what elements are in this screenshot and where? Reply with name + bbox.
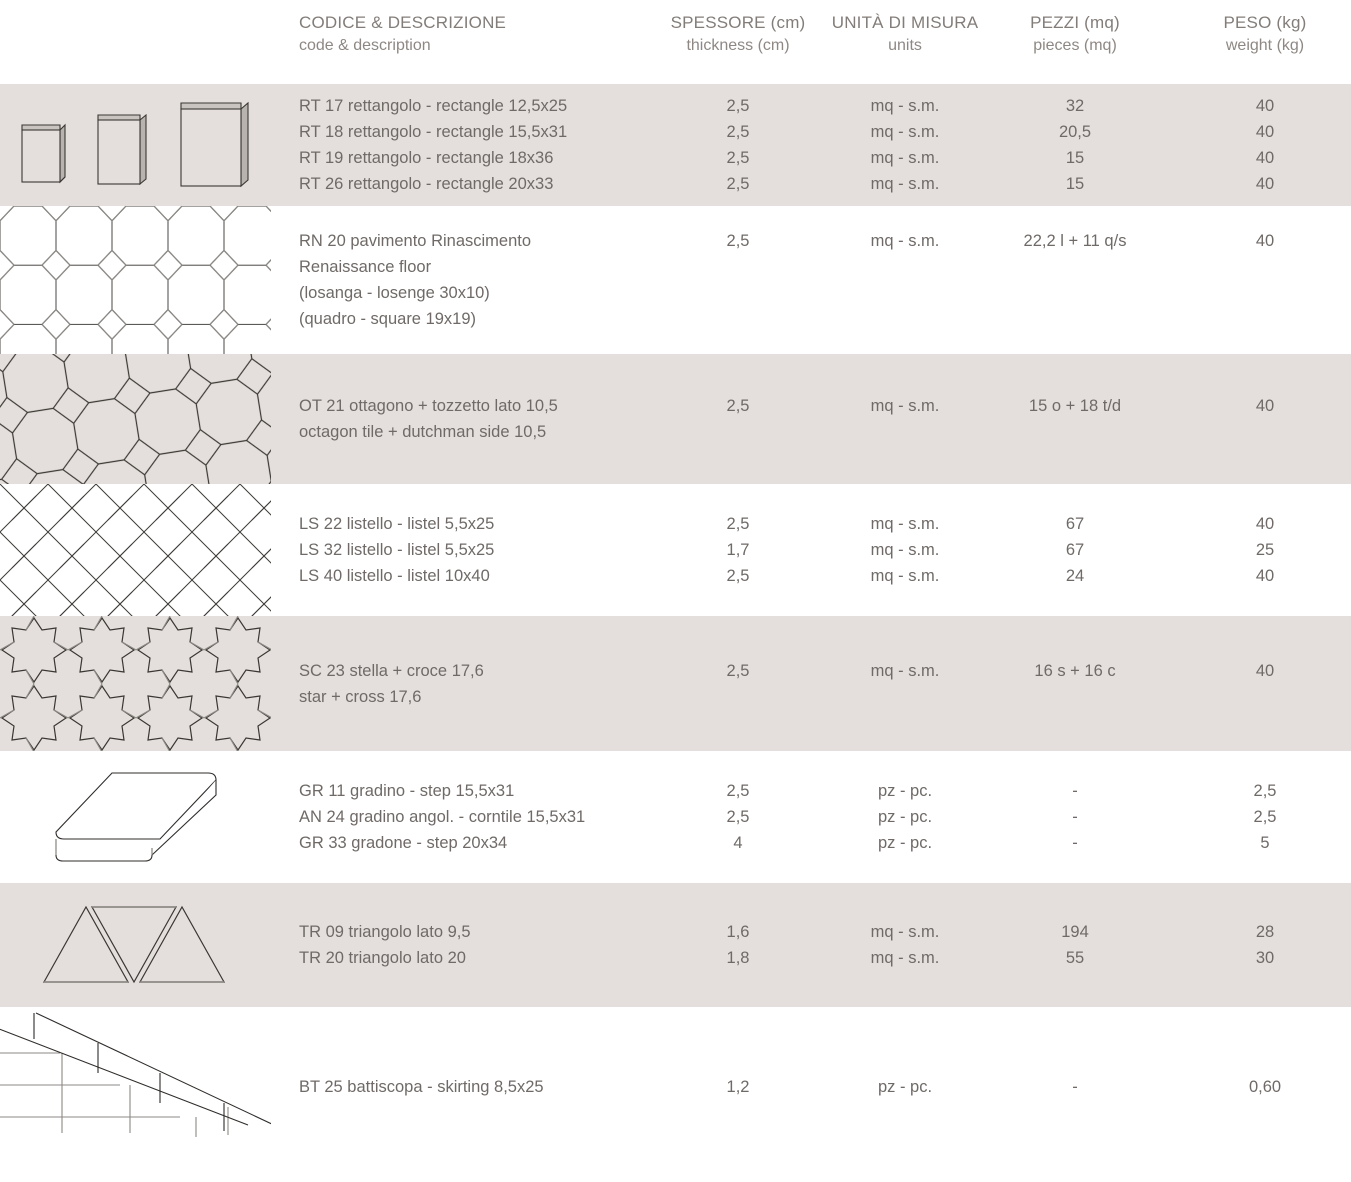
product-description: LS 40 listello - listel 10x40 — [299, 567, 490, 585]
row-text-area — [283, 354, 1351, 484]
product-description — [299, 228, 531, 332]
header-code-main: CODICE & DESCRIZIONE — [299, 13, 507, 32]
header-pieces-main: PEZZI (mq) — [1030, 13, 1120, 32]
weight-value: 25 — [1255, 541, 1275, 559]
pieces-value: 55 — [1065, 949, 1085, 967]
thickness-value: 2,5 — [726, 232, 750, 250]
weight-value: 40 — [1255, 97, 1275, 115]
table-row — [0, 751, 1351, 883]
header-thickness-sub: thickness (cm) — [686, 36, 790, 54]
pieces-value: 67 — [1065, 515, 1085, 533]
weight-value: 30 — [1255, 949, 1275, 967]
product-description: GR 33 gradone - step 20x34 — [299, 834, 508, 852]
thickness-value: 1,8 — [726, 949, 750, 967]
table-row — [0, 354, 1351, 484]
product-description: TR 09 triangolo lato 9,5 — [299, 923, 471, 941]
header-weight — [1175, 12, 1351, 57]
weight-value: 5 — [1260, 834, 1270, 852]
units-value: mq - s.m. — [870, 97, 940, 115]
row-text-area — [283, 206, 1351, 354]
header-weight-main: PESO (kg) — [1223, 13, 1307, 32]
weight-value: 2,5 — [1253, 782, 1277, 800]
product-description — [299, 393, 558, 445]
skirting-stair-illustration — [0, 1007, 271, 1167]
units-value: pz - pc. — [877, 1078, 933, 1096]
pieces-value: 32 — [1065, 97, 1085, 115]
table-header — [0, 0, 1351, 84]
units-value: mq - s.m. — [870, 175, 940, 193]
table-body — [0, 84, 1351, 1167]
thickness-value: 2,5 — [726, 808, 750, 826]
product-description: TR 20 triangolo lato 20 — [299, 949, 466, 967]
description-line: SC 23 stella + croce 17,6 — [299, 662, 484, 680]
star-cross-pattern — [0, 616, 271, 751]
thickness-value: 2,5 — [726, 97, 750, 115]
thickness-value: 2,5 — [726, 515, 750, 533]
pieces-value: 194 — [1061, 923, 1089, 941]
product-description: RT 26 rettangolo - rectangle 20x33 — [299, 175, 554, 193]
thickness-value: 2,5 — [726, 149, 750, 167]
herringbone-listel-pattern — [0, 484, 271, 616]
table-row — [0, 1007, 1351, 1167]
header-units-main: UNITÀ DI MISURA — [831, 13, 979, 32]
renaissance-floor-pattern — [0, 206, 271, 354]
row-text-area — [283, 751, 1351, 883]
row-text-area — [283, 1007, 1351, 1167]
pieces-value: - — [1072, 1078, 1078, 1096]
pieces-value: 20,5 — [1058, 123, 1092, 141]
table-row — [0, 206, 1351, 354]
triangle-tiles-illustration — [0, 883, 271, 1007]
row-text-area — [283, 616, 1351, 751]
header-thickness-main: SPESSORE (cm) — [670, 13, 806, 32]
units-value: mq - s.m. — [870, 149, 940, 167]
table-row — [0, 84, 1351, 206]
weight-value: 0,60 — [1248, 1078, 1282, 1096]
table-row — [0, 616, 1351, 751]
units-value: mq - s.m. — [870, 541, 940, 559]
thickness-value: 4 — [733, 834, 743, 852]
thickness-value: 2,5 — [726, 175, 750, 193]
product-description: RT 19 rettangolo - rectangle 18x36 — [299, 149, 554, 167]
weight-value: 40 — [1255, 123, 1275, 141]
pieces-value: 15 o + 18 t/d — [1028, 397, 1122, 415]
product-description: GR 11 gradino - step 15,5x31 — [299, 782, 515, 800]
rectangle-tiles-illustration — [0, 84, 271, 206]
pieces-value: 22,2 l + 11 q/s — [1023, 232, 1127, 250]
units-value: mq - s.m. — [870, 923, 940, 941]
product-description: RT 17 rettangolo - rectangle 12,5x25 — [299, 97, 568, 115]
weight-value: 40 — [1255, 397, 1275, 415]
header-units-sub: units — [888, 36, 922, 54]
thickness-value: 1,6 — [726, 923, 750, 941]
units-value: pz - pc. — [877, 808, 933, 826]
header-pieces-sub: pieces (mq) — [1033, 36, 1117, 54]
pieces-value: - — [1072, 834, 1078, 852]
thickness-value: 1,2 — [726, 1078, 750, 1096]
thickness-value: 2,5 — [726, 567, 750, 585]
pieces-value: - — [1072, 782, 1078, 800]
weight-value: 40 — [1255, 232, 1275, 250]
product-description — [299, 658, 484, 710]
units-value: mq - s.m. — [870, 232, 940, 250]
thickness-value: 2,5 — [726, 123, 750, 141]
units-value: pz - pc. — [877, 834, 933, 852]
pieces-value: 67 — [1065, 541, 1085, 559]
units-value: pz - pc. — [877, 782, 933, 800]
octagon-dutchman-pattern — [0, 354, 271, 484]
header-code-sub: code & description — [299, 36, 431, 54]
header-weight-sub: weight (kg) — [1225, 36, 1305, 54]
thickness-value: 2,5 — [726, 397, 750, 415]
row-text-area — [283, 484, 1351, 616]
description-line: (quadro - square 19x19) — [299, 310, 477, 328]
product-description: RT 18 rettangolo - rectangle 15,5x31 — [299, 123, 568, 141]
row-text-area — [283, 883, 1351, 1007]
units-value: mq - s.m. — [870, 515, 940, 533]
step-tile-illustration — [0, 751, 271, 883]
description-line: Renaissance floor — [299, 258, 432, 276]
thickness-value: 1,7 — [726, 541, 750, 559]
units-value: mq - s.m. — [870, 949, 940, 967]
units-value: mq - s.m. — [870, 123, 940, 141]
weight-value: 2,5 — [1253, 808, 1277, 826]
thickness-value: 2,5 — [726, 782, 750, 800]
product-description: LS 22 listello - listel 5,5x25 — [299, 515, 495, 533]
table-row — [0, 883, 1351, 1007]
weight-value: 40 — [1255, 567, 1275, 585]
description-line: octagon tile + dutchman side 10,5 — [299, 423, 547, 441]
pieces-value: 15 — [1065, 175, 1085, 193]
product-description: BT 25 battiscopa - skirting 8,5x25 — [299, 1078, 544, 1096]
description-line: RN 20 pavimento Rinascimento — [299, 232, 532, 250]
pieces-value: 24 — [1065, 567, 1085, 585]
product-description: AN 24 gradino angol. - corntile 15,5x31 — [299, 808, 586, 826]
row-text-area — [283, 84, 1351, 206]
description-line: (losanga - losenge 30x10) — [299, 284, 490, 302]
units-value: mq - s.m. — [870, 662, 940, 680]
description-line: star + cross 17,6 — [299, 688, 422, 706]
weight-value: 28 — [1255, 923, 1275, 941]
pieces-value: 16 s + 16 c — [1034, 662, 1116, 680]
header-thickness — [643, 12, 833, 57]
weight-value: 40 — [1255, 149, 1275, 167]
units-value: mq - s.m. — [870, 397, 940, 415]
pieces-value: 15 — [1065, 149, 1085, 167]
weight-value: 40 — [1255, 515, 1275, 533]
units-value: mq - s.m. — [870, 567, 940, 585]
header-units — [820, 12, 990, 57]
weight-value: 40 — [1255, 175, 1275, 193]
product-description: LS 32 listello - listel 5,5x25 — [299, 541, 495, 559]
thickness-value: 2,5 — [726, 662, 750, 680]
table-row — [0, 484, 1351, 616]
description-line: OT 21 ottagono + tozzetto lato 10,5 — [299, 397, 558, 415]
pieces-value: - — [1072, 808, 1078, 826]
weight-value: 40 — [1255, 662, 1275, 680]
header-code-description — [299, 12, 506, 57]
header-pieces — [985, 12, 1165, 57]
